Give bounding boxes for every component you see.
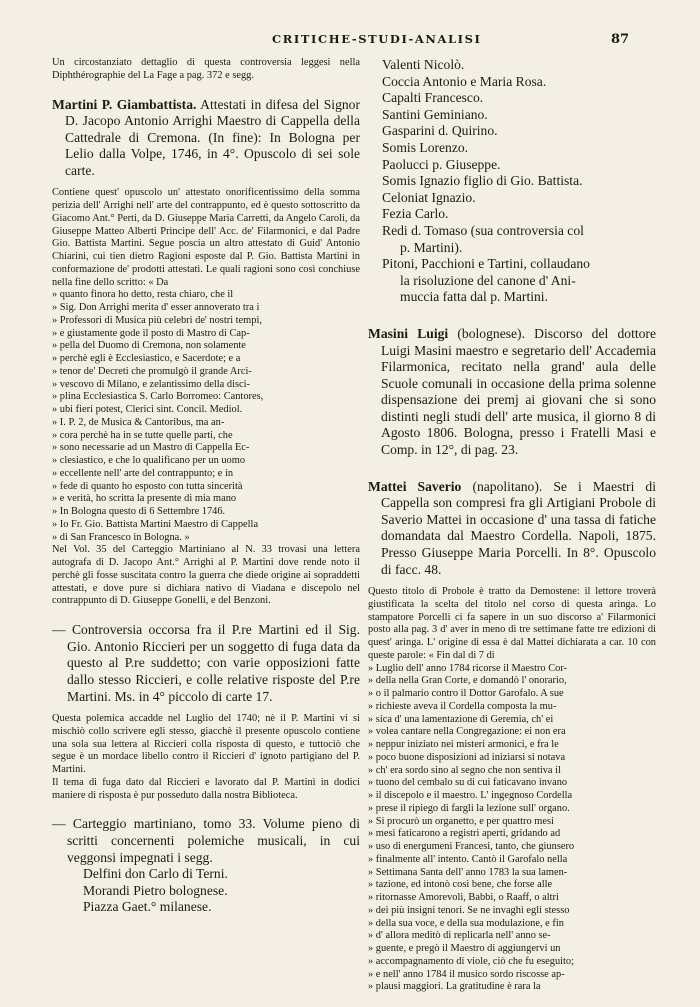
quote-line: » tazione, ed intonò così bene, che forse alle bbox=[368, 879, 553, 891]
mattei-quote bbox=[368, 663, 656, 995]
quote-line: » dei più insigni tenori. Se ne invaghì egli stesso bbox=[368, 904, 570, 916]
quote-line: » tuono del cembalo su di cui faticavano invano bbox=[368, 777, 568, 789]
continued-note: Un circostanziato dettaglio di questa controversia leggesi nella Diphthérographie del La Fage a pag. 372 e segg. bbox=[52, 57, 360, 81]
quote-line: » sono necessarie ad un Mastro di Cappella Ec- bbox=[52, 442, 250, 454]
list-item: Santini Geminiano. bbox=[382, 106, 488, 122]
list-item: Celoniat Ignazio. bbox=[382, 189, 476, 205]
controversia-note-tema: Il tema di fuga dato dal Riccieri e lavorato dal P. Martini in dodici maniere di risposta è pur posseduto dalla nostra Biblioteca. bbox=[52, 776, 360, 801]
quote-line: » poco buone disposizioni ad iniziarsi si notava bbox=[368, 751, 566, 763]
quote-line: » Professori di Musica più celebri de' nostri tempi, bbox=[52, 314, 262, 326]
list-item: Redi d. Tomaso (sua controversia col bbox=[382, 222, 584, 238]
quote-line: » pella del Duomo di Cremona, non solamente bbox=[52, 340, 246, 352]
quote-line: » e giustamente gode il posto di Mastro di Cap- bbox=[52, 327, 250, 339]
list-item: la risoluzione del canone d' Ani- bbox=[400, 272, 576, 288]
masini-entry-text: (bolognese). Discorso del dottore Luigi Masini maestro e segretario dell' Accademia Filarmonica, recitato nella grand' aula delle Scuole comunali in occasione della prima solenne dispensazione dei premj ai giovani che si sono distinti negli studi dell' arte musica, il giorno 8 di Agosto 1806. Bologna, presso i Fratelli Masi e Comp. in 12°, di pag. 23. bbox=[381, 325, 656, 458]
carteggio-names bbox=[52, 866, 360, 916]
names-list bbox=[368, 57, 656, 306]
list-item: p. Martini). bbox=[400, 239, 463, 255]
quote-line: » o il palmario contro il Dottor Garofalo. A sue bbox=[368, 688, 564, 700]
quote-line: » eccellente nell' arte del contrappunto; e in bbox=[52, 467, 234, 479]
quote-line: » e verità, ho scritta la presente di mia mano bbox=[52, 493, 237, 505]
list-item: Coccia Antonio e Maria Rosa. bbox=[382, 73, 547, 89]
controversia-entry: — Controversia occorsa fra il P.re Martini ed il Sig. Gio. Antonio Riccieri per un soggetto di fuga data da questo al P.re suddetto; con varie opposizioni fatte dallo stesso Riccieri, e colle relative risposte del P.re Martini. Ms. in 4° piccolo di carte 17. bbox=[52, 622, 360, 704]
right-column bbox=[368, 57, 656, 994]
quote-line: » plausi maggiori. La gratitudine è rara la bbox=[368, 981, 541, 993]
quote-line: » ritornasse Amorevoli, Babbi, o Raaff, o altri bbox=[368, 892, 559, 904]
quote-line: » il discepolo e il maestro. L' ingegnoso Cordella bbox=[368, 790, 573, 802]
martini-note-intro: Contiene quest' opuscolo un' attestato onorificentissimo della somma perizia dell' Arrighi nell' arte del contrappunto, ed è questo sottoscritto da Giacomo Ant.° Perti, da D. Giuseppe Maria Carretti, da Angelo Caroli, da Giuseppe Matteo Alberti Principe dell' Acc. de' Filarmonici, e dal Padre Gio. Battista Martini. Segue poscia un altro attestato di Guid' Antonio Chiarini, cui tien dietro Ragioni esposte dal P. Gio. Battista Martini in conformazione de' prodotti attestati. Le quali ragioni sono così conchiuse nella fine dello scritto: « Da bbox=[52, 187, 360, 288]
quote-line: » Io Fr. Gio. Battista Martini Maestro di Cappella bbox=[52, 518, 259, 530]
quote-line: » fede di quanto ho esposto con tutta sincerità bbox=[52, 480, 243, 492]
quote-line: » mesi faticarono a registri aperti, gridando ad bbox=[368, 828, 561, 840]
list-item: Fezia Carlo. bbox=[382, 206, 449, 222]
quote-line: » Luglio dell' anno 1784 ricorse il Maestro Cor- bbox=[368, 662, 568, 674]
quote-line: » plina Ecclesiastica S. Carlo Borromeo: Cantores, bbox=[52, 391, 264, 403]
quote-line: » tenor de' Decreti che promulgò il grande Arci- bbox=[52, 365, 252, 377]
list-item: Somis Ignazio figlio di Gio. Battista. bbox=[382, 173, 583, 189]
martini-note-end: Nel Vol. 35 del Carteggio Martiniano al N. 33 trovasi una lettera autografa di D. Jacopo Ant.° Arrighi al P. Martini dove rende noto il perchè gli fosse suscitata contro la guerra che diede origine ai sopraddetti attestati, e dove pure si dichiara nativo di Viadana e discepolo nel contrappunto di D. Giuseppe Gonelli, e del Benzoni. bbox=[52, 544, 360, 607]
list-item: Delfini don Carlo di Terni. bbox=[83, 866, 228, 882]
quote-line: » richieste aveva il Cordella composta la mu- bbox=[368, 700, 557, 712]
quote-line: » ubi fieri potest, Clerici sint. Concil. Mediol. bbox=[52, 404, 243, 416]
list-item: Gasparini d. Quirino. bbox=[382, 123, 498, 139]
martini-entry-text: Attestati in difesa del Signor D. Jacopo Antonio Arrighi Maestro di Cappella della Cattedrale di Cremona. (In fine): In Bologna per Lelio dalla Volpe, 1746, in 4°. Opuscolo di sei sole carte. bbox=[65, 96, 360, 178]
running-title: CRITICHE-STUDI-ANALISI bbox=[272, 32, 482, 46]
quote-line: » Sig. Don Arrighi merita d' esser annoverato tra i bbox=[52, 302, 260, 314]
quote-line: » neppur iniziato nei misteri armonici, e fra le bbox=[368, 739, 559, 751]
controversia-note: Questa polemica accadde nel Luglio del 1740; nè il P. Martini vi si mischiò collo scrivere egli stesso, giacchè il presente opuscolo contiene una sola sua lettera al Riccieri colla risposta di questo, e tuttociò che segue è un mordace libello contro il Riccieri d' ignoto partigiano del P. Martini. bbox=[52, 713, 360, 776]
quote-line: » prese il ripiego di fargli la lezione sull' organo. bbox=[368, 802, 570, 814]
quote-line: » Settimana Santa dell' anno 1783 la sua lamen- bbox=[368, 866, 568, 878]
quote-line: » cora perchè ha in se tutte quelle parti, che bbox=[52, 429, 233, 441]
quote-line: » ch' era sordo sino al segno che non sentiva il bbox=[368, 764, 561, 776]
quote-line: » perchè egli è Ecclesiastico, e Sacerdote; e a bbox=[52, 353, 241, 365]
quote-line: » Si procurò un organetto, e per quattro mesi bbox=[368, 815, 554, 827]
masini-entry-heading: Masini Luigi bbox=[368, 325, 449, 341]
list-item: Piazza Gaet.° milanese. bbox=[83, 899, 212, 915]
list-item: muccia fatta dal p. Martini. bbox=[400, 289, 548, 305]
list-item: Pitoni, Pacchioni e Tartini, collaudano bbox=[382, 256, 590, 272]
page-number: 87 bbox=[611, 32, 630, 47]
quote-line: » guente, e pregò il Maestro di aggiungervi un bbox=[368, 943, 561, 955]
quote-line: » In Bologna questo di 6 Settembre 1746. bbox=[52, 506, 226, 518]
quote-line: » clesiastico, e che lo qualificano per un uomo bbox=[52, 455, 246, 467]
quote-line: » finalmente all' intento. Cantò il Garofalo nella bbox=[368, 853, 568, 865]
running-header bbox=[0, 32, 700, 48]
list-item: Morandi Pietro bolognese. bbox=[83, 882, 228, 898]
quote-line: » I. P. 2, de Musica & Cantoribus, ma an- bbox=[52, 416, 225, 428]
list-item: Capalti Francesco. bbox=[382, 90, 484, 106]
list-item: Valenti Nicolò. bbox=[382, 57, 465, 72]
quote-line: » vescovo di Milano, e zelantissimo della disci- bbox=[52, 378, 250, 390]
mattei-entry bbox=[368, 479, 656, 579]
quote-line: » di San Francesco in Bologna. » bbox=[52, 531, 190, 543]
quote-line: » sica d' una lamentazione di Geremia, ch' ei bbox=[368, 713, 554, 725]
list-item: Paolucci p. Giuseppe. bbox=[382, 156, 501, 172]
quote-line: » quanto finora ho detto, resta chiaro, che il bbox=[52, 289, 234, 301]
quote-line: » volea cantare nella Congregazione: ei non era bbox=[368, 726, 566, 738]
carteggio-entry: — Carteggio martiniano, tomo 33. Volume pieno di scritti concernenti polemiche musicali, in cui veggonsi impegnati i segg. bbox=[52, 816, 360, 865]
quote-line: » della nella Gran Corte, e domandò l' onorario, bbox=[368, 675, 567, 687]
list-item: Somis Lorenzo. bbox=[382, 139, 469, 155]
quote-line: » della sua voce, e della sua modulazione, e fin bbox=[368, 917, 564, 929]
martini-quote bbox=[52, 289, 360, 544]
quote-line: » accompagnamento di viole, ciò che fu eseguito; bbox=[368, 955, 575, 967]
quote-line: » d' allora meditò di replicarla nell' anno se- bbox=[368, 930, 551, 942]
mattei-entry-heading: Mattei Saverio bbox=[368, 478, 462, 494]
martini-entry-heading: Martini P. Giambattista. bbox=[52, 96, 197, 112]
left-column bbox=[52, 57, 360, 916]
mattei-note-intro: Questo titolo di Probole è tratto da Demostene: il lettore troverà giustificata la scelta del titolo nel corso di questa aringa. Lo stampatore Porcelli ci fa sapere in un suo discorso a' Filarmonici posto alla pag. 3 d' aver in meno di tre settimane fatte tre edizioni di quest' aringa. L' origine di essa è dal Mattei dichiarata a car. 10 con queste parole: « Fin dal di 7 di bbox=[368, 586, 656, 661]
martini-entry bbox=[52, 97, 360, 180]
masini-entry bbox=[368, 326, 656, 459]
quote-line: » uso di energumeni Francesi, tanto, che giunsero bbox=[368, 841, 575, 853]
mattei-entry-text: (napolitano). Se i Maestri di Cappella son compresi fra gli Artigiani Probole di Saverio Mattei in occasione d' una tassa di fatiche domandata dal Maestro Cordella. Napoli, 1875. Presso Giuseppe Maria Porcelli. In 8°. Opuscolo di facc. 48. bbox=[381, 478, 657, 577]
quote-line: » e nell' anno 1784 il musico sordo riscosse ap- bbox=[368, 968, 565, 980]
